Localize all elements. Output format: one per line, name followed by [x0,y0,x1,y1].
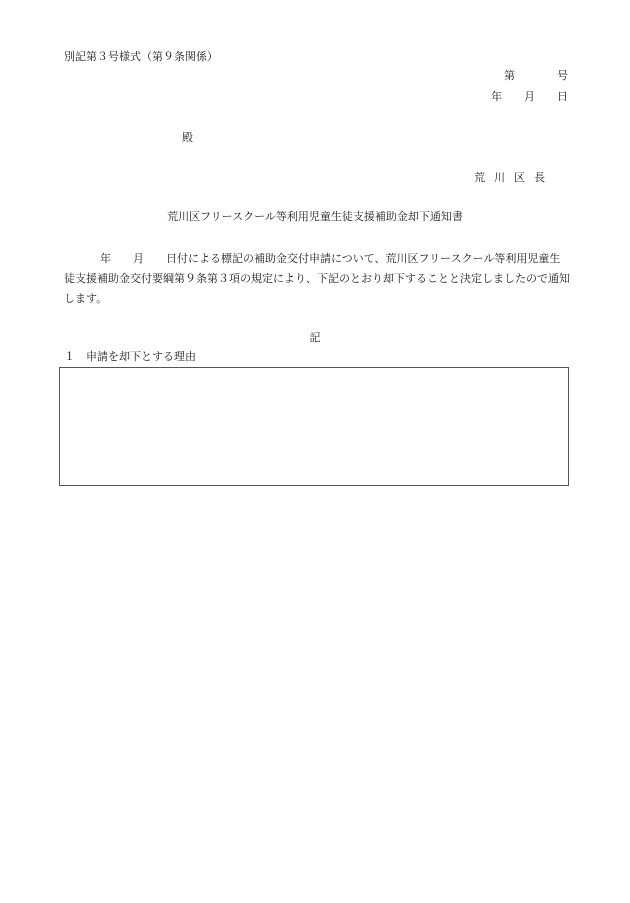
item-label: 申請を却下とする理由 [86,350,196,363]
item-number: １ [64,350,75,363]
ki-heading: 記 [309,331,321,344]
reason-box[interactable] [59,367,569,486]
document-number [504,69,568,83]
number-suffix: 号 [557,69,568,82]
body-year: 年 [100,252,111,265]
date-month: 月 [524,90,535,103]
body-text: 日付による標記の補助金交付申請について、荒川区フリースクール等利用児童生徒支援補助金交付要綱第９条第３項の規定により、下記のとおり却下することと決定しましたので通知します。 [64,252,570,305]
number-prefix: 第 [504,69,515,82]
issue-date [491,90,568,104]
date-year: 年 [491,90,502,103]
item-heading [64,350,196,364]
date-day: 日 [557,90,568,103]
body-paragraph [64,249,570,309]
body-month: 月 [133,252,144,265]
addressee-suffix: 殿 [182,131,193,144]
form-label: 別記第３号様式（第９条関係） [64,50,218,63]
sender: 荒川区長 [474,171,554,184]
document-title: 荒川区フリースクール等利用児童生徒支援補助金却下通知書 [167,210,463,223]
